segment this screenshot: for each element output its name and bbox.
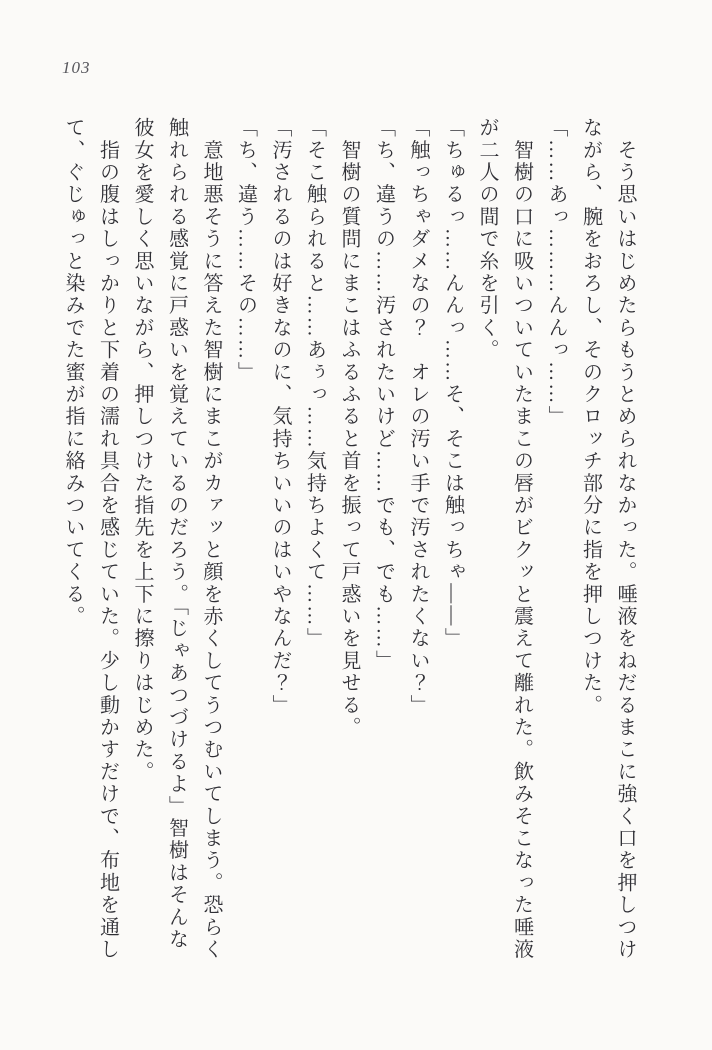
vertical-text-block xyxy=(56,117,643,965)
page-number: 103 xyxy=(62,58,91,77)
text-line: て、ぐじゅっと染みでた蜜が指に絡みついてくる。 xyxy=(62,117,84,628)
text-line: 智樹の質問にまこはふるふると首を振って戸惑いを見せる。 xyxy=(338,117,360,739)
text-line: が二人の間で糸を引く。 xyxy=(476,117,498,362)
text-line: 指の腹はしっかりと下着の濡れ具合を感じていた。少し動かすだけで、布地を通し xyxy=(96,117,119,961)
text-line: 「……あっ………んんっ……」 xyxy=(545,117,567,428)
text-line: 「ち、違う……その……」 xyxy=(234,117,257,384)
text-line: 意地悪そうに答えた智樹にまこがカァッと顔を赤くしてうつむいてしまう。恐らく xyxy=(200,117,222,961)
text-line: 「そこ触られると……あぅっ……気持ちよくて……」 xyxy=(303,117,326,650)
text-line: ながら、腕をおろし、そのクロッチ部分に指を押しつけた。 xyxy=(579,117,602,717)
text-line: 智樹の口に吸いついていたまこの唇がビクッと震えて離れた。飲みそこなった唾液 xyxy=(510,117,533,961)
text-line: そう思いはじめたらもうとめられなかった。唾液をねだるまこに強く口を押しつけ xyxy=(614,117,636,961)
text-line: 「触っちゃダメなの？ オレの汚い手で汚されたくない？」 xyxy=(407,117,429,717)
text-line: 「ちゅるっ……んんっ……そ、そこは触っちゃ——」 xyxy=(441,117,464,650)
text-line: 触れられる感覚に戸惑いを覚えているのだろう。「じゃあつづけるよ」智樹はそんな xyxy=(165,117,188,951)
text-line: 「ち、違うの……汚されたいけど……でも、でも……」 xyxy=(372,117,395,672)
text-line: 「汚されるのは好きなのに、気持ちいいのはいやなんだ？」 xyxy=(269,117,291,717)
text-line: 彼女を愛しく思いながら、押しつけた指先を上下に擦りはじめた。 xyxy=(131,117,153,783)
